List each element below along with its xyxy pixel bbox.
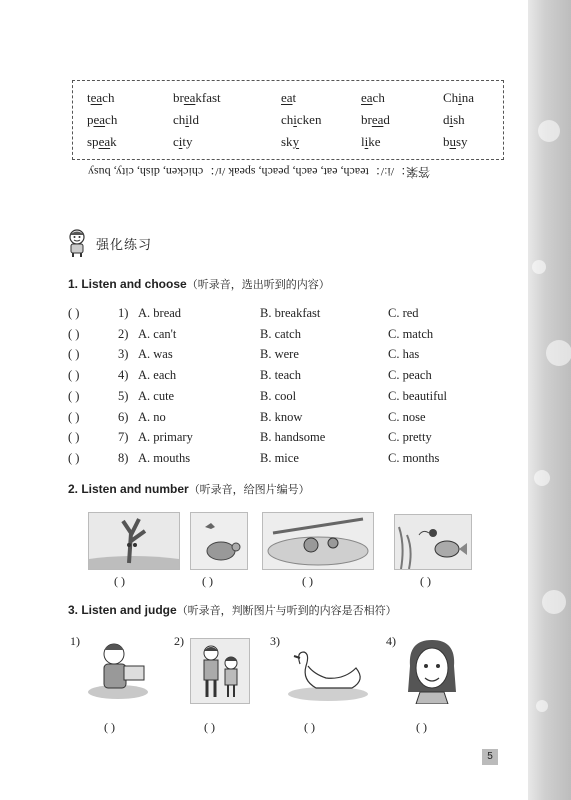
picture-frogs-pond — [262, 512, 374, 570]
question-number: 8) — [118, 450, 129, 465]
section1-title-en: 1. Listen and choose — [68, 277, 187, 291]
question-row — [68, 306, 488, 326]
question-row — [68, 430, 488, 450]
option-b: B. know — [260, 409, 303, 424]
picture-tree — [88, 512, 180, 570]
section2-title-cn: （听录音，给图片编号） — [188, 483, 310, 496]
section3-title — [68, 602, 397, 618]
option-c: C. nose — [388, 409, 426, 424]
option-a: A. was — [138, 347, 173, 362]
picture-two-children — [190, 638, 250, 704]
option-c: C. beautiful — [388, 388, 448, 403]
picture-turtle-bird — [190, 512, 248, 570]
side-decoration — [528, 0, 571, 800]
section3-title-en: 3. Listen and judge — [68, 603, 177, 617]
question-number: 5) — [118, 388, 129, 403]
option-b: B. catch — [260, 326, 301, 341]
vocab-word: China — [443, 90, 475, 105]
question-row — [68, 368, 488, 388]
vocab-word: bread — [361, 112, 390, 127]
answer-blank[interactable]: ( ) — [68, 450, 80, 465]
question-number: 3) — [118, 347, 129, 362]
practice-heading — [64, 228, 152, 258]
judge-num-3: 3) — [270, 634, 280, 648]
question-row — [68, 389, 488, 409]
judge-blank-3[interactable]: ( ) — [304, 720, 315, 734]
option-b: B. breakfast — [260, 306, 321, 320]
picture-girl-reading — [84, 638, 156, 702]
answer-blank[interactable]: ( ) — [68, 388, 80, 403]
option-a: A. can't — [138, 326, 177, 341]
vocab-word: sky — [281, 134, 300, 149]
section2-title-en: 2. Listen and number — [68, 482, 189, 496]
question-row — [68, 347, 488, 367]
answer-blank[interactable]: ( ) — [68, 306, 80, 320]
option-b: B. mice — [260, 450, 299, 465]
vocab-word: each — [361, 90, 385, 105]
question-row — [68, 327, 488, 347]
vocab-word: busy — [443, 134, 468, 149]
vocab-word: speak — [87, 134, 117, 149]
section2-title — [68, 481, 310, 497]
option-b: B. teach — [260, 368, 301, 383]
vocab-word: city — [173, 134, 193, 149]
answer-blank[interactable]: ( ) — [68, 347, 80, 362]
judge-num-1: 1) — [70, 634, 80, 648]
section1-title-cn: （听录音，选出听到的内容） — [186, 278, 330, 291]
number-blank-3[interactable]: ( ) — [302, 574, 313, 588]
option-c: C. pretty — [388, 430, 432, 445]
option-a: A. bread — [138, 306, 182, 320]
number-blank-4[interactable]: ( ) — [420, 574, 431, 588]
judge-blank-2[interactable]: ( ) — [204, 720, 215, 734]
vocab-word: peach — [87, 112, 118, 127]
number-blank-1[interactable]: ( ) — [114, 574, 125, 588]
option-a: A. each — [138, 368, 177, 383]
picture-girl-face — [402, 636, 462, 704]
judge-blank-4[interactable]: ( ) — [416, 720, 427, 734]
option-c: C. has — [388, 347, 420, 362]
option-c: C. red — [388, 306, 419, 320]
option-b: B. cool — [260, 388, 297, 403]
judge-num-4: 4) — [386, 634, 396, 648]
option-c: C. peach — [388, 368, 432, 383]
question-number: 6) — [118, 409, 129, 424]
vocab-word: chicken — [281, 112, 322, 127]
vocabulary-box — [72, 80, 504, 160]
answer-blank[interactable]: ( ) — [68, 368, 80, 383]
option-a: A. no — [138, 409, 166, 424]
boy-mascot-icon — [64, 228, 90, 258]
option-c: C. match — [388, 326, 434, 341]
judge-blank-1[interactable]: ( ) — [104, 720, 115, 734]
option-b: B. handsome — [260, 430, 326, 445]
vocab-word: child — [173, 112, 200, 127]
answer-blank[interactable]: ( ) — [68, 326, 80, 341]
answer-key: 答案：/iː/：teach, eat, each, peach, speak /ɪ/：chicken, dish, city, busy — [88, 165, 431, 179]
vocab-word: eat — [281, 90, 297, 105]
section3-title-cn: （听录音，判断图片与听到的内容是否相符） — [176, 604, 397, 617]
answer-blank[interactable]: ( ) — [68, 409, 80, 424]
answer-blank[interactable]: ( ) — [68, 430, 80, 445]
question-row — [68, 451, 488, 471]
option-b: B. were — [260, 347, 299, 362]
judge-num-2: 2) — [174, 634, 184, 648]
option-c: C. months — [388, 450, 440, 465]
question-number: 2) — [118, 326, 129, 341]
option-a: A. mouths — [138, 450, 191, 465]
picture-fish-tadpole — [394, 514, 472, 570]
number-blank-2[interactable]: ( ) — [202, 574, 213, 588]
question-number: 7) — [118, 430, 129, 445]
option-a: A. cute — [138, 388, 175, 403]
question-row — [68, 410, 488, 430]
vocab-word: like — [361, 134, 381, 149]
page-number: 5 — [482, 749, 498, 765]
question-number: 1) — [118, 306, 129, 320]
picture-swan — [286, 650, 370, 702]
vocab-word: teach — [87, 90, 115, 105]
vocab-word: breakfast — [173, 90, 221, 105]
practice-title: 强化练习 — [96, 237, 153, 253]
option-a: A. primary — [138, 430, 193, 445]
section1-title — [68, 276, 330, 292]
vocab-word: dish — [443, 112, 465, 127]
question-number: 4) — [118, 368, 129, 383]
